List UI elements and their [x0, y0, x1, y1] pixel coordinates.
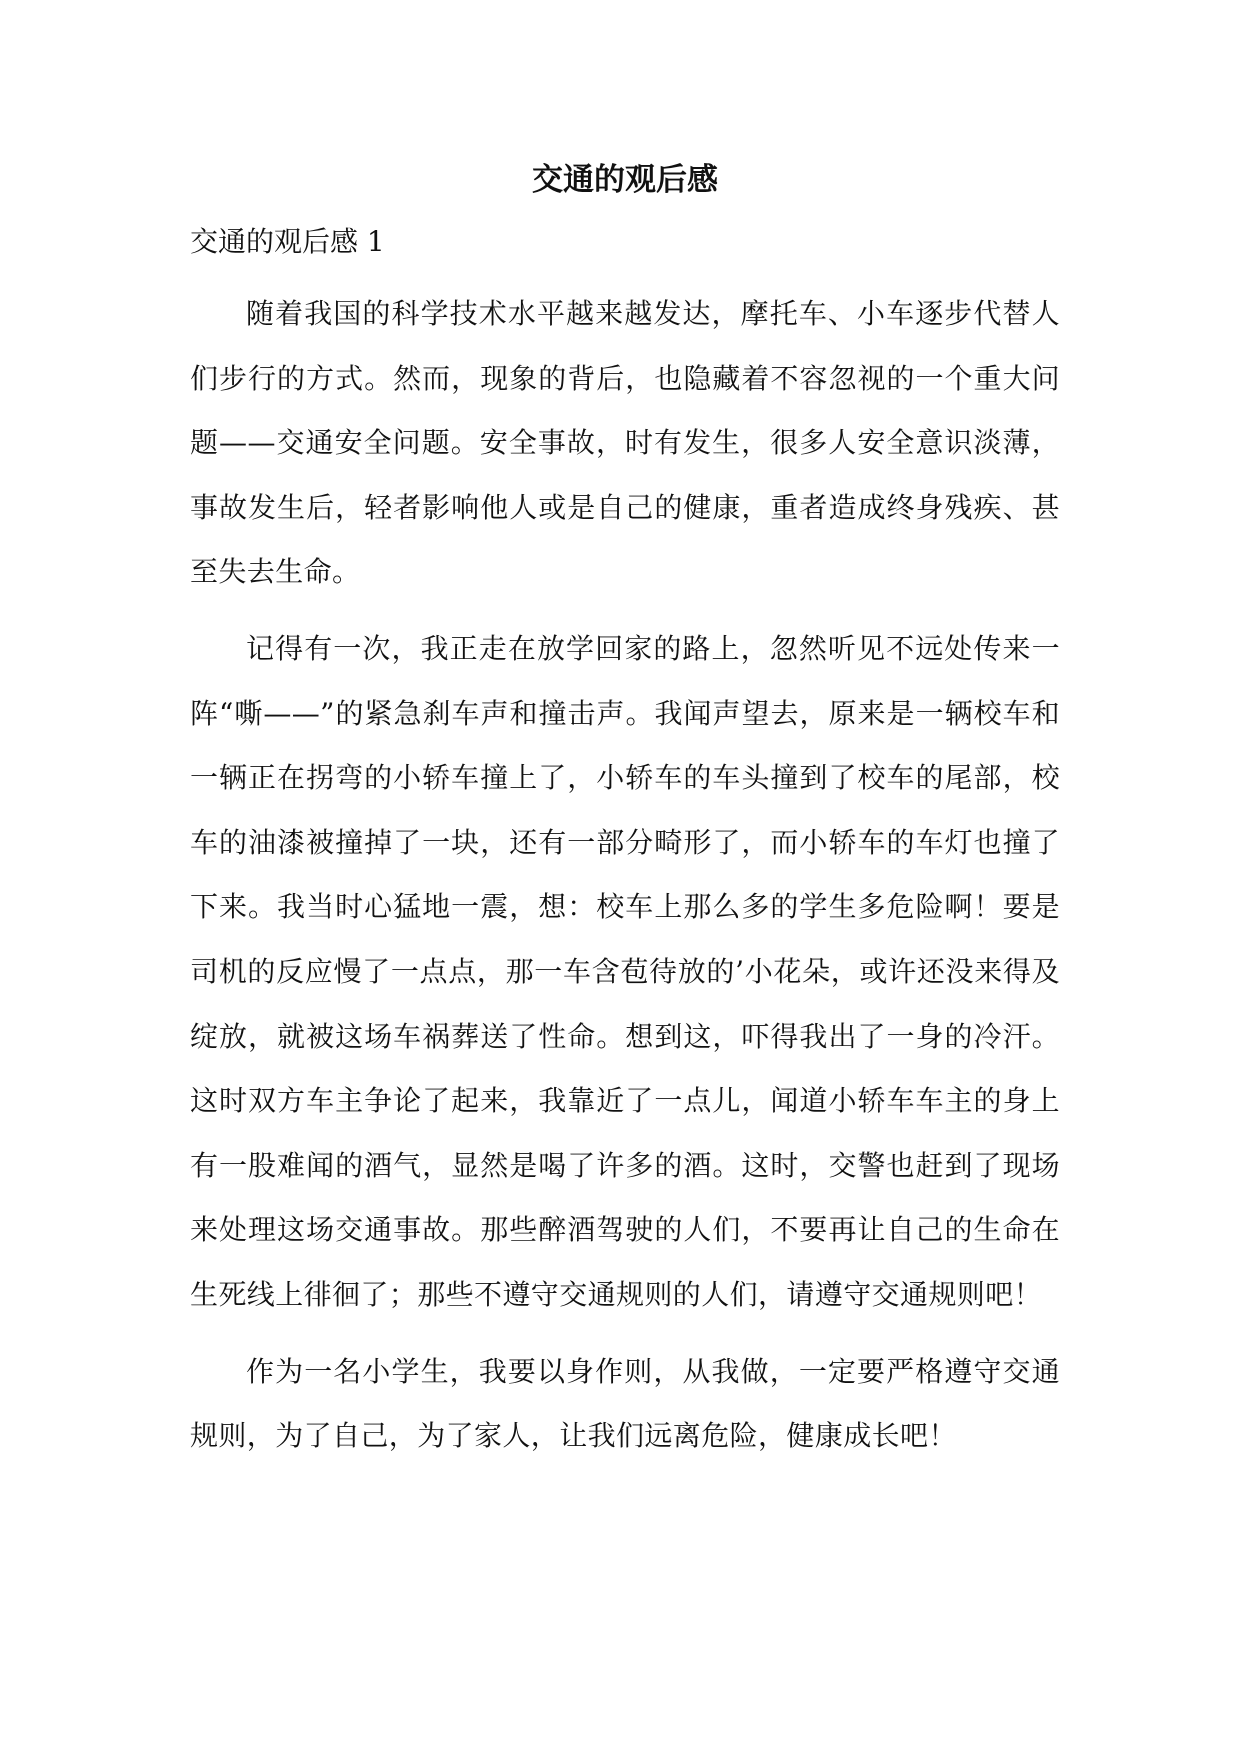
paragraph-3: 作为一名小学生，我要以身作则，从我做，一定要严格遵守交通规则，为了自己，为了家人，让我们远离危险，健康成长吧！	[190, 1354, 1060, 1453]
document-title: 交通的观后感	[532, 162, 718, 198]
section-heading: 交通的观后感 1	[190, 225, 385, 258]
document-body	[190, 150, 1060, 1469]
paragraph-2: 记得有一次，我正走在放学回家的路上，忽然听见不远处传来一阵“嘶——”的紧急刹车声和撞击声。我闻声望去，原来是一辆校车和一辆正在拐弯的小轿车撞上了，小轿车的车头撞到了校车的尾部，校车的油漆被撞掉了一块，还有一部分畸形了，而小轿车的车灯也撞了下来。我当时心猛地一震，想：校车上那么多的学生多危险啊！要是司机的反应慢了一点点，那一车含苞待放的’小花朵，或许还没来得及绽放，就被这场车祸葬送了性命。想到这，吓得我出了一身的冷汗。这时双方车主争论了起来，我靠近了一点儿，闻道小轿车车主的身上有一股难闻的酒气，显然是喝了许多的酒。这时，交警也赶到了现场来处理这场交通事故。那些醉酒驾驶的人们，不要再让自己的生命在生死线上徘徊了；那些不遵守交通规则的人们，请遵守交通规则吧！	[190, 631, 1060, 1311]
paragraph-1: 随着我国的科学技术水平越来越发达，摩托车、小车逐步代替人们步行的方式。然而，现象的背后，也隐藏着不容忽视的一个重大问题——交通安全问题。安全事故，时有发生，很多人安全意识淡薄，事故发生后，轻者影响他人或是自己的健康，重者造成终身残疾、甚至失去生命。	[190, 297, 1060, 589]
